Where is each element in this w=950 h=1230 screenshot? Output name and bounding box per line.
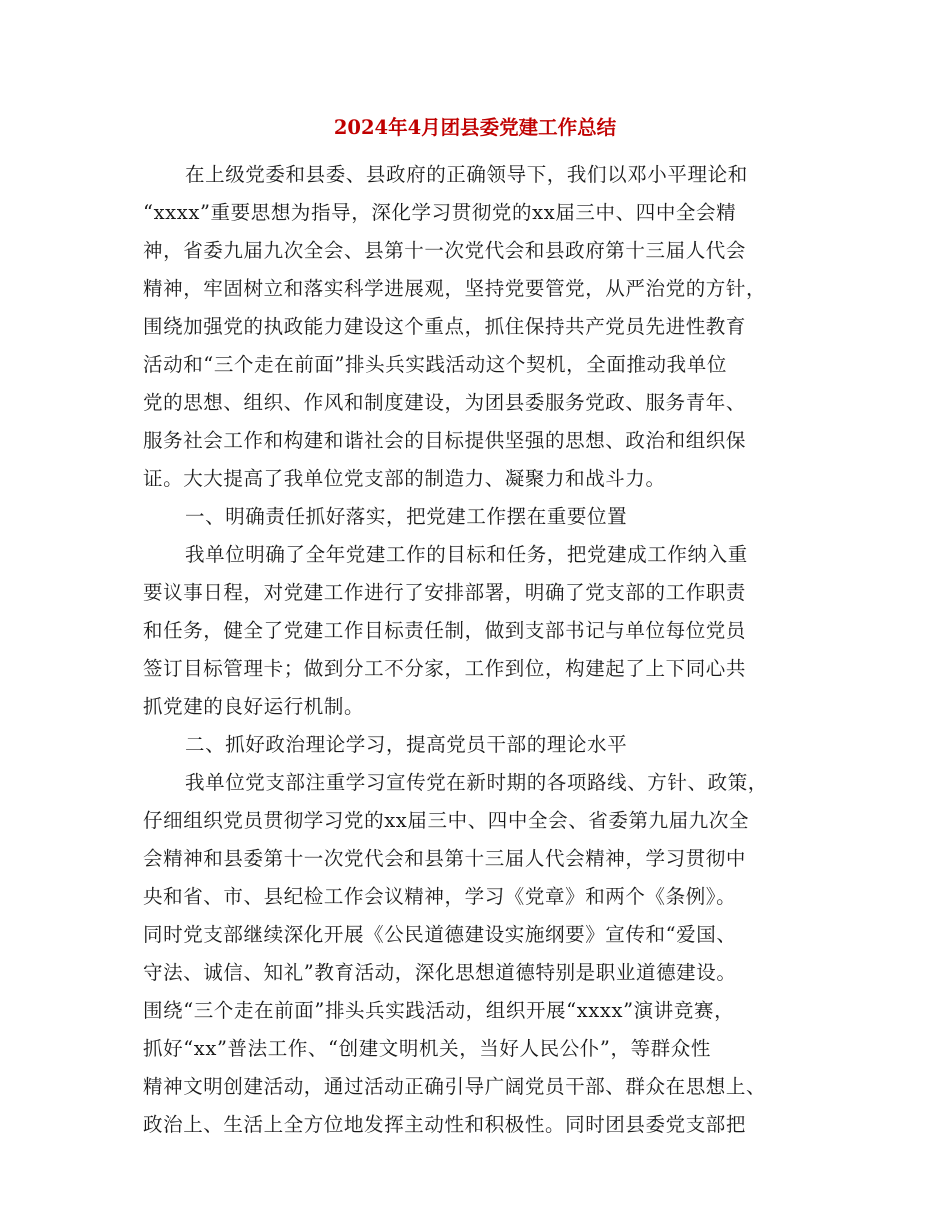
paragraph-line: 在上级党委和县委、县政府的正确领导下，我们以邓小平理论和 xyxy=(185,163,748,186)
paragraph-line: 服务社会工作和构建和谐社会的目标提供坚强的思想、政治和组织保 xyxy=(143,429,747,452)
section-heading: 一、明确责任抓好落实，把党建工作摆在重要位置 xyxy=(185,505,628,528)
paragraph-line: 抓好“xx”普法工作、“创建文明机关，当好人民公仆”，等群众性 xyxy=(143,1037,711,1060)
paragraph-line: 我单位党支部注重学习宣传党在新时期的各项路线、方针、政策， xyxy=(185,771,768,794)
paragraph-line: 我单位明确了全年党建工作的目标和任务，把党建成工作纳入重 xyxy=(185,543,748,566)
section-heading: 二、抓好政治理论学习，提高党员干部的理论水平 xyxy=(185,733,628,756)
paragraph-line: 和任务，健全了党建工作目标责任制，做到支部书记与单位每位党员 xyxy=(143,619,747,642)
paragraph-line: 精神，牢固树立和落实科学进展观，坚持党要管党，从严治党的方针， xyxy=(143,277,767,300)
paragraph-line: 要议事日程，对党建工作进行了安排部署，明确了党支部的工作职责 xyxy=(143,581,747,604)
paragraph-line: 神，省委九届九次全会、县第十一次党代会和县政府第十三届人代会 xyxy=(143,239,747,262)
paragraph-line: 同时党支部继续深化开展《公民道德建设实施纲要》宣传和“爱国、 xyxy=(143,923,737,946)
paragraph-line: 抓党建的良好运行机制。 xyxy=(143,695,365,718)
paragraph-line: 央和省、市、县纪检工作会议精神，学习《党章》和两个《条例》。 xyxy=(143,885,737,908)
paragraph-line: 签订目标管理卡；做到分工不分家，工作到位，构建起了上下同心共 xyxy=(143,657,747,680)
paragraph-line: 围绕加强党的执政能力建设这个重点，抓住保持共产党员先进性教育 xyxy=(143,315,747,338)
paragraph-line: 守法、诚信、知礼”教育活动，深化思想道德特别是职业道德建设。 xyxy=(143,961,737,984)
paragraph-line: 围绕“三个走在前面”排头兵实践活动，组织开展“xxxx”演讲竞赛， xyxy=(143,999,735,1022)
paragraph-line: 政治上、生活上全方位地发挥主动性和积极性。同时团县委党支部把 xyxy=(143,1113,747,1136)
paragraph-line: 会精神和县委第十一次党代会和县第十三届人代会精神，学习贯彻中 xyxy=(143,847,747,870)
paragraph-line: 活动和“三个走在前面”排头兵实践活动这个契机，全面推动我单位 xyxy=(143,353,727,376)
paragraph-line: “xxxx”重要思想为指导，深化学习贯彻党的xx届三中、四中全会精 xyxy=(143,201,737,224)
paragraph-line: 证。大大提高了我单位党支部的制造力、凝聚力和战斗力。 xyxy=(143,467,666,490)
paragraph-line: 仔细组织党员贯彻学习党的xx届三中、四中全会、省委第九届九次全 xyxy=(143,809,750,832)
paragraph-line: 党的思想、组织、作风和制度建设，为团县委服务党政、服务青年、 xyxy=(143,391,747,414)
document-title: 2024年4月团县委党建工作总结 xyxy=(333,116,617,139)
paragraph-line: 精神文明创建活动，通过活动正确引导广阔党员干部、群众在思想上、 xyxy=(143,1075,767,1098)
